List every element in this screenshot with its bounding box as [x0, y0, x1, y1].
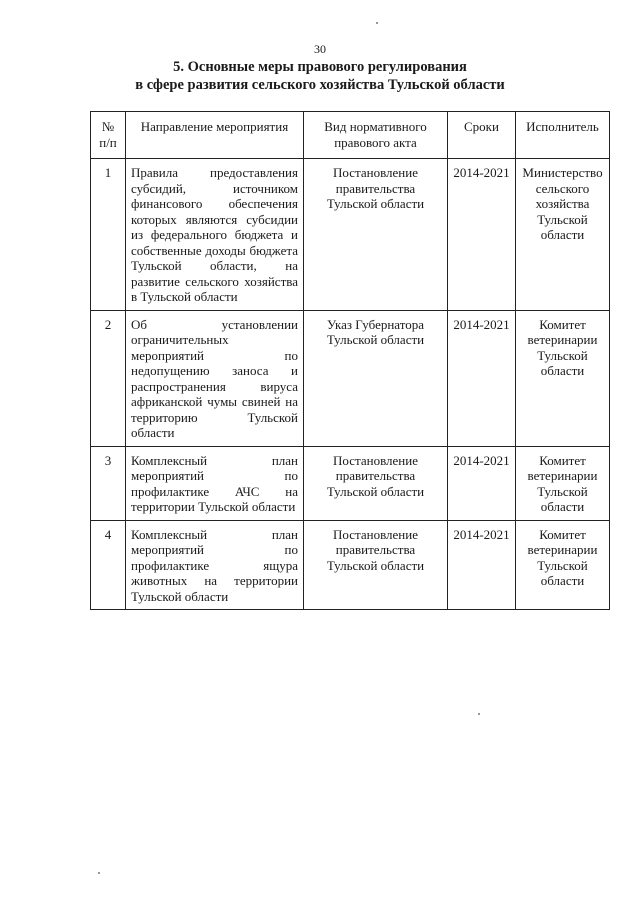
header-term: Сроки	[448, 112, 516, 159]
section-title-line-1: 5. Основные меры правового регулирования	[173, 59, 467, 75]
row-term: 2014-2021	[448, 520, 516, 610]
table-row	[91, 446, 610, 520]
table-row	[91, 520, 610, 610]
header-number: № п/п	[91, 112, 126, 159]
table-row	[91, 159, 610, 311]
row-number: 1	[91, 159, 126, 311]
scan-speck	[98, 872, 100, 874]
row-act-type: Указ Губернатора Тульской области	[304, 310, 448, 446]
row-executor: Комитет ветеринарии Тульской области	[516, 310, 610, 446]
scan-speck	[376, 22, 378, 24]
table-header-row	[91, 112, 610, 159]
row-number: 3	[91, 446, 126, 520]
table-row	[91, 310, 610, 446]
row-executor: Комитет ветеринарии Тульской области	[516, 520, 610, 610]
section-title-line-2: в сфере развития сельского хозяйства Тульской области	[135, 77, 505, 93]
legal-measures-table	[90, 111, 610, 610]
page-number: 30	[314, 42, 326, 56]
row-act-type: Постановление правительства Тульской области	[304, 159, 448, 311]
row-direction: Комплексный план мероприятий по профилактике ящура животных на территории Тульской области	[126, 520, 304, 610]
row-direction: Комплексный план мероприятий по профилактике АЧС на территории Тульской области	[126, 446, 304, 520]
header-act-type: Вид нормативного правового акта	[304, 112, 448, 159]
row-number: 4	[91, 520, 126, 610]
row-executor: Комитет ветеринарии Тульской области	[516, 446, 610, 520]
row-direction: Об установлении ограничительных мероприятий по недопущению заноса и распространения вируса африканской чумы свиней на территорию Тульской области	[126, 310, 304, 446]
row-executor: Министерство сельского хозяйства Тульской области	[516, 159, 610, 311]
section-title	[0, 58, 640, 94]
row-term: 2014-2021	[448, 310, 516, 446]
row-direction: Правила предоставления субсидий, источником финансового обеспечения которых являются субсидии из федерального бюджета и собственные доходы бюджета Тульской области, на развитие сельского хозяйства в Тульской области	[126, 159, 304, 311]
row-number: 2	[91, 310, 126, 446]
scan-speck	[478, 713, 480, 715]
row-term: 2014-2021	[448, 159, 516, 311]
row-term: 2014-2021	[448, 446, 516, 520]
row-act-type: Постановление правительства Тульской области	[304, 520, 448, 610]
header-executor: Исполнитель	[516, 112, 610, 159]
header-direction: Направление мероприятия	[126, 112, 304, 159]
row-act-type: Постановление правительства Тульской области	[304, 446, 448, 520]
